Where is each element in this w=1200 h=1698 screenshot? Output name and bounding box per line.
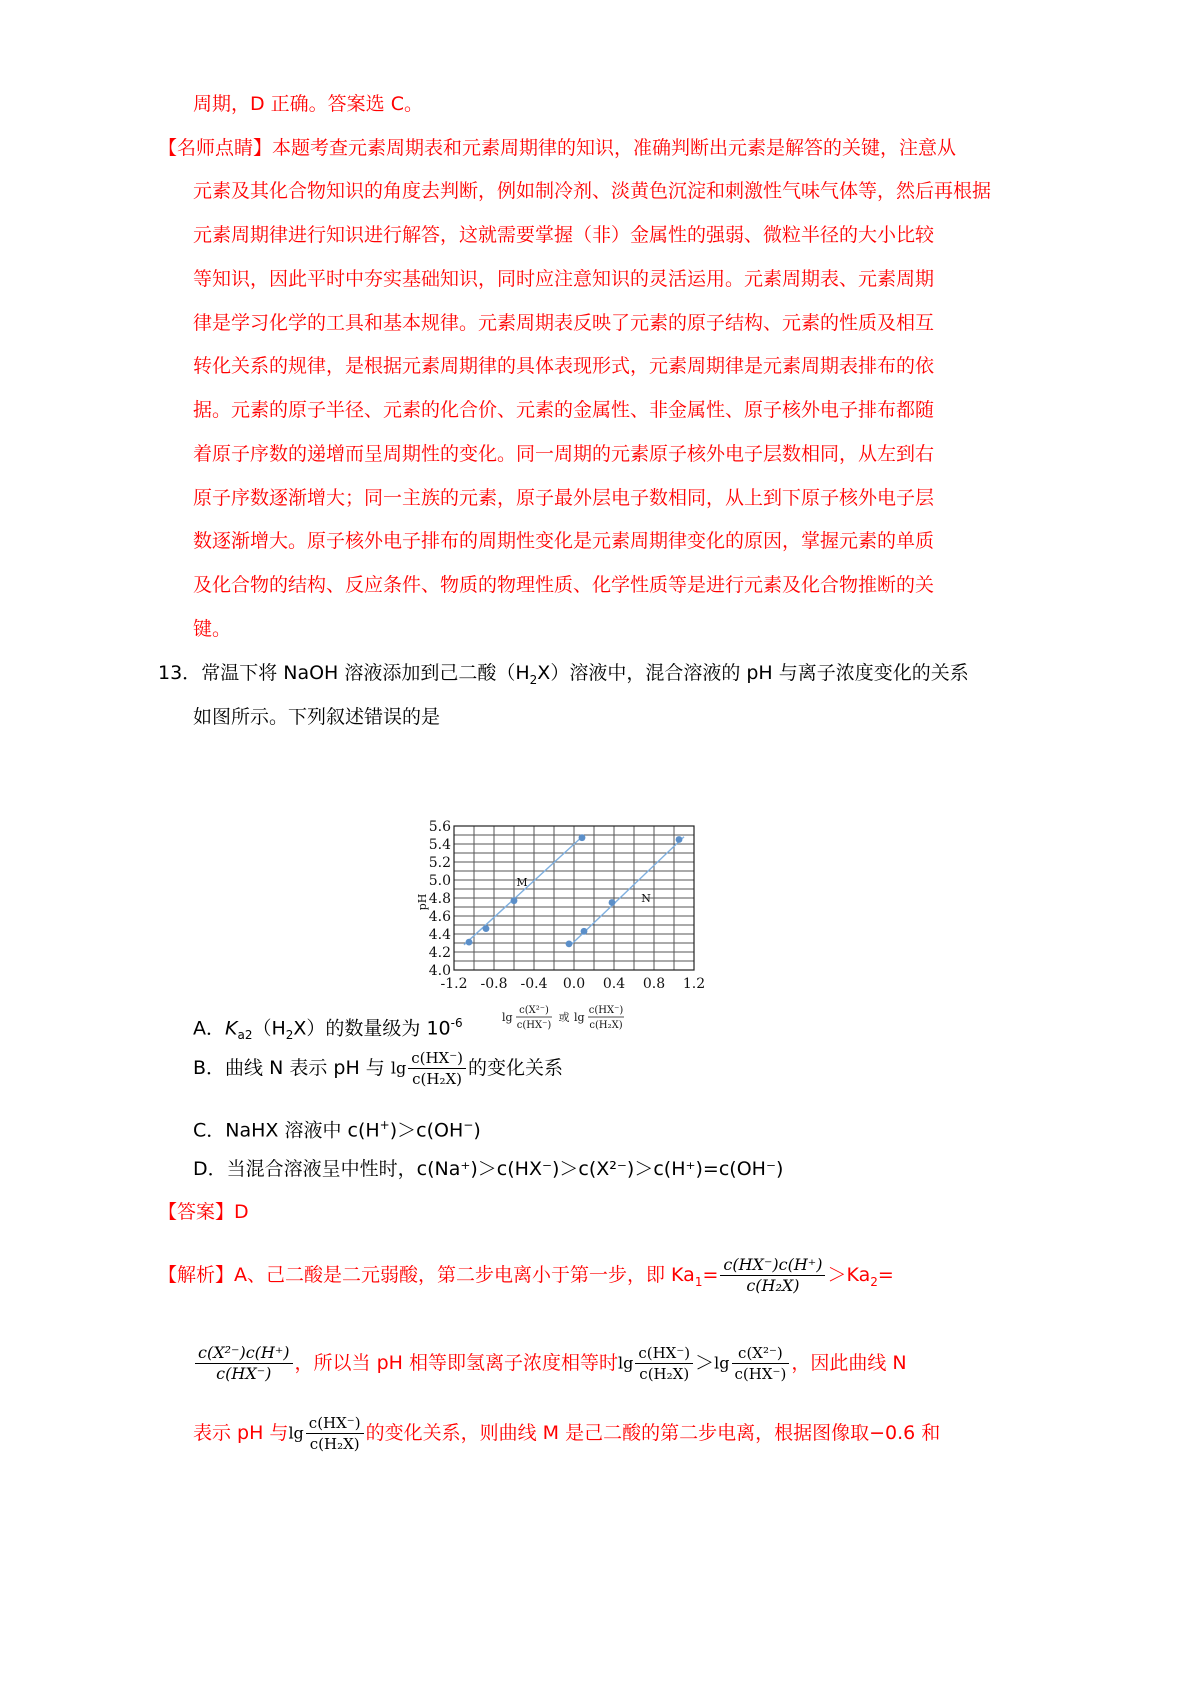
- x-tick-label: -0.4: [520, 976, 548, 992]
- x-tick-label: 0.0: [562, 976, 586, 992]
- y-tick-label: 4.4: [428, 927, 451, 943]
- analysis-line-1: 【解析】A、己二酸是二元弱酸，第二步电离小于第一步，即 $Ka_1=$ $\frac{c(HX^-)c(H^+)}{\text{c(H₂X)}}$ $>Ka_2=$: [158, 1255, 894, 1295]
- y-tick-label: 5.0: [428, 873, 451, 889]
- y-tick-label: 4.0: [428, 963, 451, 979]
- x-label-lg: lg: [502, 1011, 513, 1024]
- data-point-M: [579, 834, 586, 841]
- data-point-M: [466, 939, 473, 946]
- x-tick-label: -0.8: [480, 976, 508, 992]
- x-label-frac1-den: c(HX⁻): [516, 1020, 552, 1031]
- note-line-7: 据。元素的原子半径、元素的化合价、元素的金属性、非金属性、原子核外电子排布都随: [193, 399, 935, 421]
- analysis-label: 【解析】: [158, 1264, 235, 1286]
- ka2-fraction: $\frac{\text{c(X²⁻)c(H⁺)}}{c(HX^-)}$: [195, 1343, 293, 1384]
- x-tick-label: 0.8: [642, 976, 666, 992]
- data-point-N: [609, 899, 616, 906]
- x-tick-label: -1.2: [440, 976, 468, 992]
- question-line-2: 如图所示。下列叙述错误的是: [193, 706, 441, 728]
- option-c: C．NaHX 溶液中 c(H+)＞c(OH−): [193, 1118, 481, 1142]
- curve-label-N: N: [641, 892, 651, 905]
- option-b-fraction: $\frac{c(HX^-)}{\text{c(H₂X)}}$: [408, 1048, 466, 1089]
- x-label-frac2-den: c(H₂X): [589, 1020, 623, 1031]
- answer-line: [158, 1199, 249, 1225]
- note-line-6: 转化关系的规律，是根据元素周期律的具体表现形式，元素周期律是元素周期表排布的依: [193, 355, 935, 377]
- note-line-4: 等知识，因此平时中夯实基础知识，同时应注意知识的灵活运用。元素周期表、元素周期: [193, 268, 935, 290]
- y-tick-label: 4.6: [428, 909, 451, 925]
- note-line-3: 元素周期律进行知识进行解答，这就需要掌握（非）金属性的强弱、微粒半径的大小比较: [193, 224, 935, 246]
- chart-svg: [416, 808, 780, 1073]
- analysis-fraction-1: $\frac{c(HX^-)}{\text{c(H₂X)}}$: [635, 1343, 693, 1384]
- question-number: 13．: [158, 662, 202, 684]
- note-line-8: 着原子序数的递增而呈周期性的变化。同一周期的元素原子核外电子层数相同，从左到右: [193, 443, 935, 465]
- answer-label: 【答案】: [158, 1201, 235, 1223]
- analysis-line-2: $\frac{\text{c(X²⁻)c(H⁺)}}{c(HX^-)}$ ，所以当 pH 相等即氢离子浓度相等时lg $\frac{c(HX^-)}{\text{c(H₂X)}}$ ＞lg $\frac{\text{c(X²⁻)}}{c(HX^-)}$ ，因此曲线 N: [193, 1338, 907, 1389]
- note-line-11: 及化合物的结构、反应条件、物质的物理性质、化学性质等是进行元素及化合物推断的关: [193, 574, 935, 596]
- data-point-N: [676, 836, 683, 843]
- curve-label-M: M: [516, 875, 528, 889]
- y-tick-label: 5.6: [428, 819, 451, 835]
- y-tick-label: 4.8: [428, 891, 451, 907]
- analysis-line-3: 表示 pH 与lg $\frac{c(HX^-)}{\text{c(H₂X)}}$ 的变化关系，则曲线 M 是己二酸的第二步电离，根据图像取−0.6 和: [193, 1414, 941, 1453]
- option-d: D．当混合溶液呈中性时，c(Na⁺)＞c(HX⁻)＞c(X²⁻)＞c(H⁺)=c(OH⁻): [193, 1158, 784, 1180]
- x-label-frac1-num: c(X²⁻): [519, 1005, 549, 1016]
- note-line-12: 键。: [193, 618, 232, 640]
- x-label-frac2-num: c(HX⁻): [588, 1005, 624, 1016]
- x-label-lg-2: lg: [574, 1011, 585, 1024]
- note-line-5: 律是学习化学的工具和基本规律。元素周期表反映了元素的原子结构、元素的性质及相互: [193, 312, 935, 334]
- y-tick-label: 4.2: [428, 945, 451, 961]
- answer-value: D: [234, 1201, 249, 1223]
- x-tick-label: 0.4: [602, 976, 626, 992]
- x-label-or: 或: [558, 1011, 570, 1024]
- data-point-M: [483, 925, 490, 932]
- series-line-M: [464, 835, 584, 945]
- option-a: A．$K_{a2}(H_2X)$的数量级为 $10^{-6}$: [193, 1016, 463, 1043]
- analysis-fraction-3: $\frac{c(HX^-)}{\text{c(H₂X)}}$: [306, 1413, 364, 1454]
- ph-chart: [416, 808, 780, 1073]
- note-label: 【名师点睛】: [158, 137, 273, 159]
- y-axis-label: pH: [416, 893, 429, 911]
- note-line-10: 数逐渐增大。原子核外电子排布的周期性变化是元素周期律变化的原因，掌握元素的单质: [193, 530, 935, 552]
- y-tick-label: 5.4: [428, 837, 451, 853]
- question-line-1: 13．常温下将 NaOH 溶液添加到己二酸$(H_2X)$溶液中，混合溶液的 pH 与离子浓度变化的关系: [158, 662, 969, 687]
- data-point-N: [566, 941, 573, 948]
- data-point-M: [511, 897, 518, 904]
- note-line-2: 元素及其化合物知识的角度去判断，例如制冷剂、淡黄色沉淀和刺激性气味气体等，然后再根据: [193, 180, 992, 202]
- option-b: B．曲线 N 表示 pH 与 lg $\frac{c(HX^-)}{\text{c(H₂X)}}$ 的变化关系: [193, 1049, 563, 1088]
- data-point-N: [581, 928, 588, 935]
- ka1-fraction: $\frac{c(HX^-)c(H^+)}{\text{c(H₂X)}}$: [720, 1255, 825, 1296]
- prev-answer-line: 周期，D 正确。答案选 C。: [193, 93, 423, 115]
- note-line-9: 原子序数逐渐增大；同一主族的元素，原子最外层电子数相同，从上到下原子核外电子层: [193, 487, 935, 509]
- y-tick-label: 5.2: [428, 855, 451, 871]
- note-line-1: 【名师点睛】本题考查元素周期表和元素周期律的知识，准确判断出元素是解答的关键，注意从: [158, 137, 957, 159]
- x-tick-label: 1.2: [682, 976, 706, 992]
- analysis-fraction-2: $\frac{\text{c(X²⁻)}}{c(HX^-)}$: [732, 1343, 790, 1384]
